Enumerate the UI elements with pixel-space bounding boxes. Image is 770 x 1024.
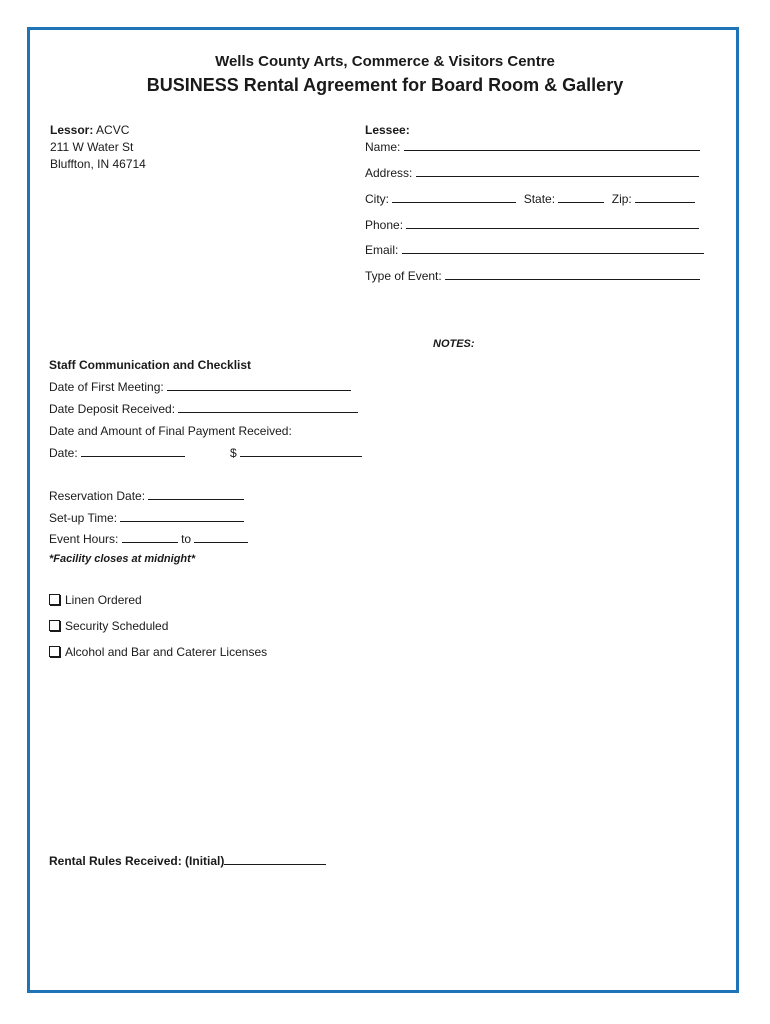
final-payment-label: Date and Amount of Final Payment Received: (49, 424, 292, 438)
lessee-phone-row (365, 218, 699, 232)
rental-rules-label: Rental Rules Received: (Initial) (49, 854, 225, 868)
setup-time-field[interactable] (120, 511, 244, 522)
lessor-address1: 211 W Water St (50, 140, 134, 154)
checkbox[interactable] (49, 620, 60, 631)
final-payment-date-field[interactable] (81, 446, 185, 457)
lessee-event-type-label: Type of Event: (365, 269, 442, 283)
reservation-date-row (49, 489, 244, 503)
lessor-label: Lessor: (50, 123, 94, 137)
lessee-name-row (365, 140, 700, 154)
lessee-email-field[interactable] (402, 243, 704, 254)
checklist-item (49, 619, 168, 633)
lessee-state-label: State: (523, 192, 556, 206)
event-hours-row (49, 532, 248, 546)
staff-heading: Staff Communication and Checklist (49, 358, 252, 372)
lessor-address2: Bluffton, IN 46714 (50, 157, 146, 171)
setup-time-row (49, 511, 244, 525)
final-payment-amount-field[interactable] (240, 446, 362, 457)
first-meeting-label: Date of First Meeting: (49, 380, 164, 394)
dollar-label: $ (230, 446, 237, 460)
lessee-address-field[interactable] (416, 166, 699, 177)
lessee-address-row (365, 166, 699, 180)
final-payment-amount-row (230, 446, 362, 460)
lessee-name-field[interactable] (404, 140, 700, 151)
reservation-date-field[interactable] (148, 489, 244, 500)
checkbox[interactable] (49, 646, 60, 657)
checklist-label-licenses: Alcohol and Bar and Caterer Licenses (65, 645, 268, 659)
lessee-event-type-row (365, 269, 700, 283)
notes-label: NOTES: (433, 338, 475, 350)
final-payment-date-label: Date: (49, 446, 78, 460)
setup-time-label: Set-up Time: (49, 511, 118, 525)
event-hours-label: Event Hours: (49, 532, 119, 546)
checklist-label-linen: Linen Ordered (65, 593, 142, 607)
lessee-name-label: Name: (365, 140, 401, 154)
lessee-phone-label: Phone: (365, 218, 404, 232)
lessee-address-label: Address: (365, 166, 413, 180)
first-meeting-field[interactable] (167, 380, 351, 391)
checklist-item (49, 645, 267, 659)
reservation-date-label: Reservation Date: (49, 489, 146, 503)
lessee-event-type-field[interactable] (445, 269, 700, 280)
checklist-label-security: Security Scheduled (65, 619, 169, 633)
organization-title: Wells County Arts, Commerce & Visitors Centre (215, 53, 555, 70)
checkbox[interactable] (49, 594, 60, 605)
lessee-state-field[interactable] (558, 192, 604, 203)
deposit-label: Date Deposit Received: (49, 402, 176, 416)
lessee-email-label: Email: (365, 243, 399, 257)
first-meeting-row (49, 380, 351, 394)
lessee-label: Lessee: (365, 123, 410, 137)
lessor-line (50, 123, 129, 137)
rental-rules-row (49, 854, 326, 868)
event-hours-to-label: to (181, 532, 192, 546)
lessee-city-row (365, 192, 695, 206)
lessee-city-label: City: (365, 192, 389, 206)
lessee-email-row (365, 243, 704, 257)
rental-rules-initial-field[interactable] (224, 854, 326, 865)
checklist-item (49, 593, 142, 607)
event-hours-end-field[interactable] (194, 532, 248, 543)
deposit-field[interactable] (178, 402, 358, 413)
final-payment-date-row (49, 446, 185, 460)
document-title: BUSINESS Rental Agreement for Board Room & Gallery (146, 75, 624, 95)
lessee-city-field[interactable] (392, 192, 516, 203)
facility-note: *Facility closes at midnight* (49, 553, 196, 565)
deposit-row (49, 402, 358, 416)
lessee-phone-field[interactable] (406, 218, 699, 229)
lessee-zip-label: Zip: (611, 192, 632, 206)
lessor-name: ACVC (96, 123, 130, 137)
event-hours-start-field[interactable] (122, 532, 178, 543)
lessee-zip-field[interactable] (635, 192, 695, 203)
